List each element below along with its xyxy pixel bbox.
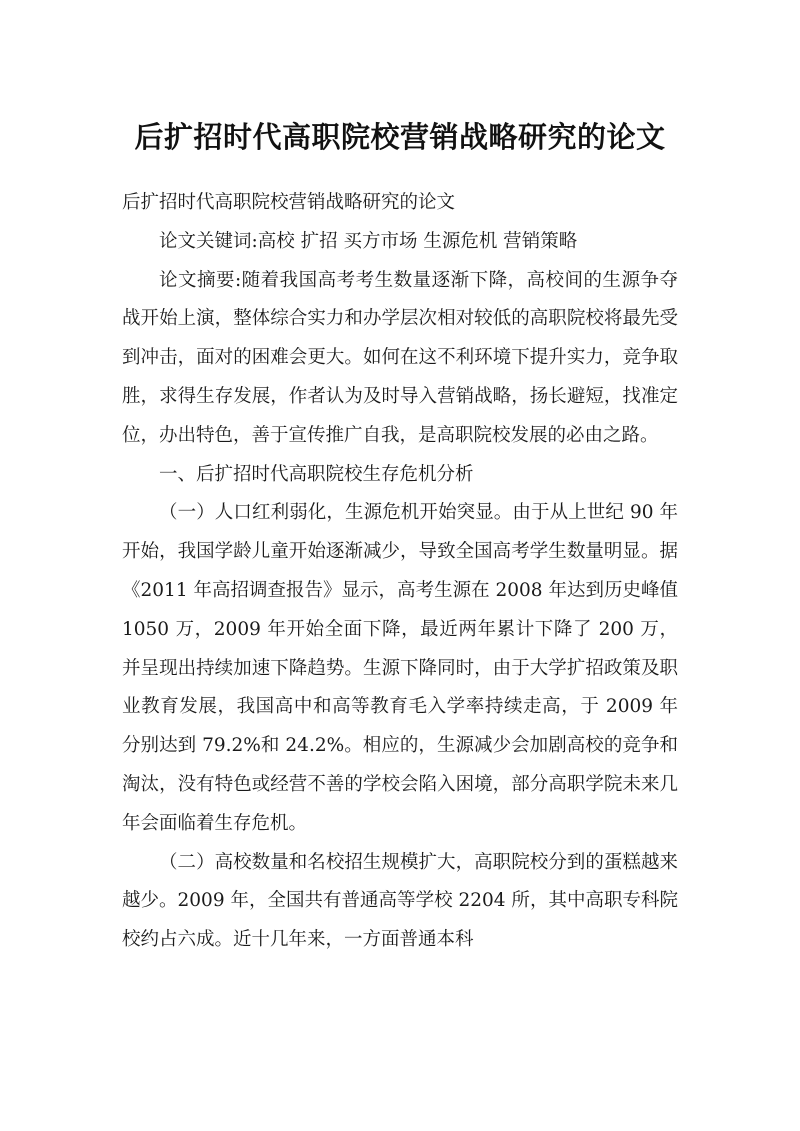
section-heading-1: 一、后扩招时代高职院校生存危机分析	[159, 463, 474, 485]
paragraph-keywords: 论文关键词:高校 扩招 买方市场 生源危机 营销策略	[159, 230, 578, 252]
document-body	[122, 184, 678, 960]
paragraph-repeated-title: 后扩招时代高职院校营销战略研究的论文	[122, 192, 456, 213]
document-title: 后扩招时代高职院校营销战略研究的论文	[134, 120, 666, 155]
paragraph-section-1-1: （一）人口红利弱化，生源危机开始突显。由于从上世纪 90 年开始，我国学龄儿童开始逐渐减少，导致全国高考学生数量明显。据《2011 年高招调查报告》显示，高考生源在 2008 年达到历史峰值 1050 万，2009 年开始全面下降，最近两年累计下降了 200 万，并呈现出持续加速下降趋势。生源下降同时，由于大学扩招政策及职业教育发展，我国高中和高等教育毛入学率持续走高，于 2009 年分别达到 79.2%和 24.2%。相应的，生源减少会加剧高校的竞争和淘汰，没有特色或经营不善的学校会陷入困境，部分高职学院未来几年会面临着生存危机。	[122, 502, 678, 834]
paragraph-abstract: 论文摘要:随着我国高考考生数量逐渐下降，高校间的生源争夺战开始上演，整体综合实力和办学层次相对较低的高职院校将最先受到冲击，面对的困难会更大。如何在这不利环境下提升实力，竞争取胜，求得生存发展，作者认为及时导入营销战略，扬长避短，找准定位，办出特色，善于宣传推广自我，是高职院校发展的必由之路。	[122, 269, 678, 446]
paragraph-section-1-2: （二）高校数量和名校招生规模扩大，高职院校分到的蛋糕越来越少。2009 年，全国共有普通高等学校 2204 所，其中高职专科院校约占六成。近十几年来，一方面普通本科	[122, 851, 678, 951]
